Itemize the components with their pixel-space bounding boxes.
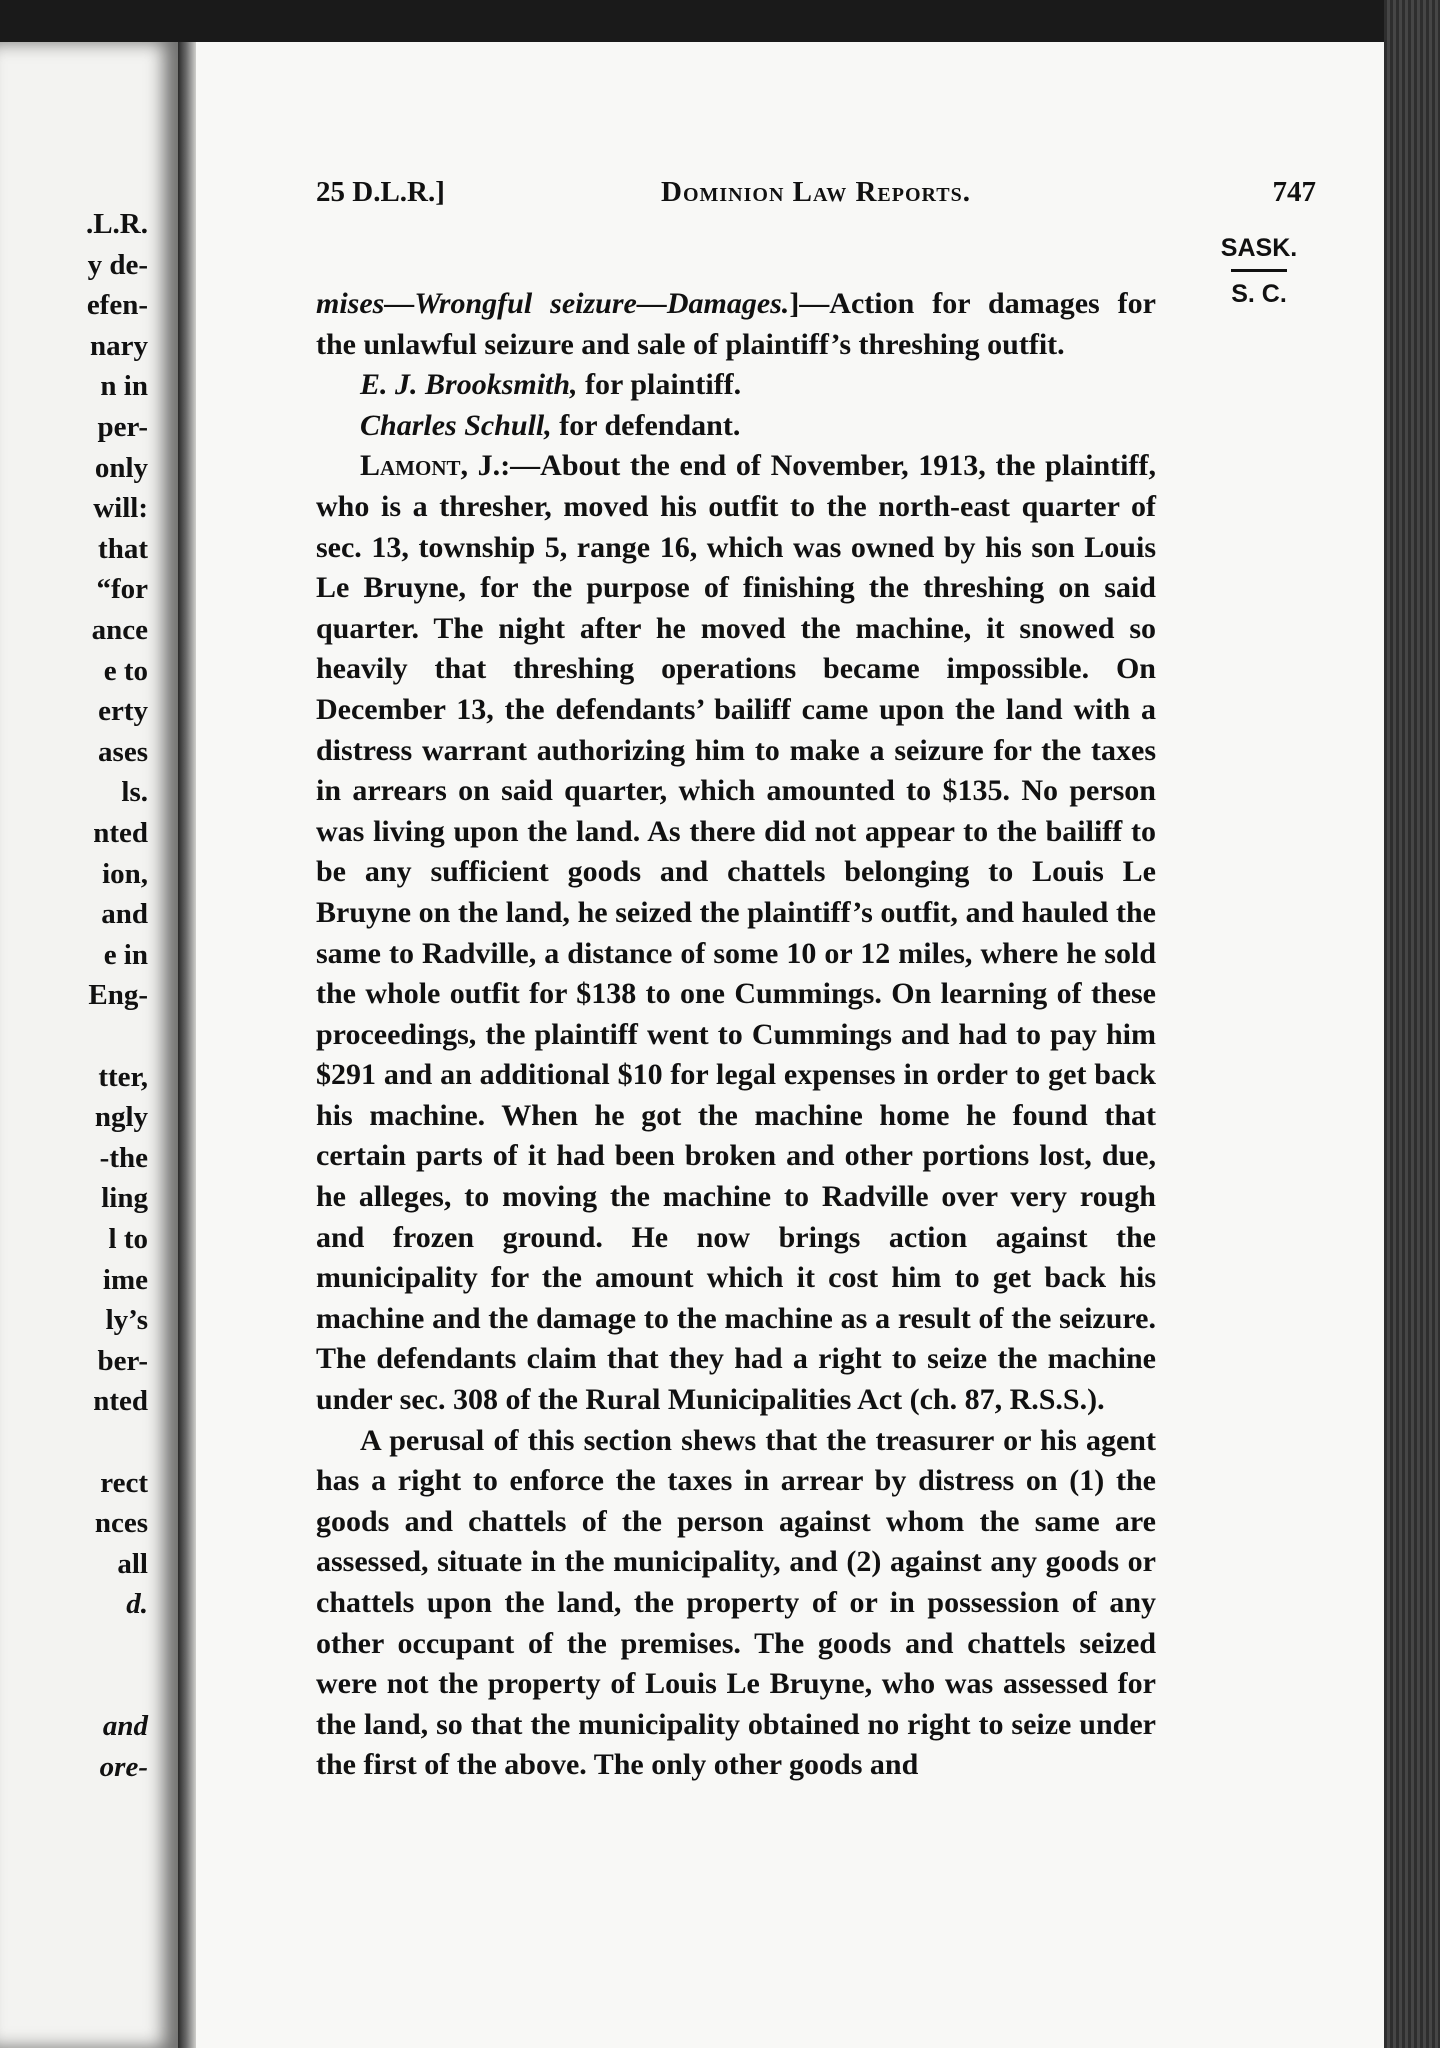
left-page-fragment: and xyxy=(101,898,148,931)
left-page-fragment: e to xyxy=(103,654,148,687)
left-page-fragment: ling xyxy=(101,1182,148,1215)
left-page-fragment: ore- xyxy=(99,1750,148,1783)
headnote-italic: mises—Wrongful seizure—Damages. xyxy=(316,287,790,320)
left-page-fragment: all xyxy=(117,1547,148,1580)
left-page-fragment: ly’s xyxy=(105,1304,148,1337)
judgment-paragraph-1 xyxy=(316,446,1156,1420)
left-page-fragment: nces xyxy=(94,1507,148,1540)
left-page-fragment: nted xyxy=(93,817,148,849)
left-page-fragment: ngly xyxy=(94,1101,148,1134)
left-page-fragment: ion, xyxy=(102,857,148,890)
left-page-fragment: n in xyxy=(100,370,148,403)
book-gutter xyxy=(178,42,196,2048)
page-title: Dominion Law Reports. xyxy=(661,176,971,208)
province-label: SASK. xyxy=(1220,234,1298,262)
left-page-fragment: will: xyxy=(93,492,148,525)
left-page-fragment: .L.R. xyxy=(85,208,148,240)
left-page-fragment: and xyxy=(102,1710,148,1743)
margin-rule xyxy=(1231,269,1287,272)
counsel-plaintiff-name: E. J. Brooksmith, xyxy=(360,368,578,402)
counsel-defendant-name: Charles Schull, xyxy=(360,408,552,442)
counsel-defendant-role: for defendant. xyxy=(551,408,741,442)
counsel-defendant xyxy=(316,406,1156,447)
left-page-fragment: nted xyxy=(93,1385,148,1418)
counsel-plaintiff xyxy=(316,365,1156,406)
left-page-fragment: Eng- xyxy=(88,979,148,1012)
margin-note xyxy=(1212,234,1306,309)
left-page-fragment: tter, xyxy=(98,1060,148,1093)
left-page-fragment: ases xyxy=(98,735,148,768)
left-page-fragment: rect xyxy=(100,1466,148,1499)
left-page-fragment: y de- xyxy=(87,248,148,281)
left-page-fragment: ance xyxy=(91,614,148,646)
paragraph-1-text: :—About the end of November, 1913, the plaintiff, who is a thresher, moved his outfit to the north-east quarter of sec. 13, township 5, range 16, which was owned by his son Louis Le Bruyne, for the purpose of finishing the threshing on said quarter. The night after he moved the machine, it snowed so heavily that threshing operations became impossible. On December 13, the defendants’ bailiff came upon the land with a distress warrant authorizing him to make a seizure for the taxes in arrears on said quarter, which amounted to $135. No person was living upon the land. As there did not appear to the bailiff to be any sufficient goods and chattels belonging to Louis Le Bruyne on the land, he seized the plaintiff’s outfit, and hauled the same to Radville, a distance of some 10 or 12 miles, where he sold the whole outfit for $138 to one Cummings. On learning of these proceedings, the plaintiff went to Cummings and had to pay him $291 and an additional $10 for legal expenses in order to get back his machine. When he got the machine home he found that certain parts of it had been broken and other portions lost, due, he alleges, to moving the machine to Radville over very rough and frozen ground. He now brings action against the municipality for the amount which it cost him to get back his machine and the damage to the machine as a result of the seizure. The defendants claim that they had a right to seize the machine under sec. 308 of the Rural Municipalities Act (ch. 87, R.S.S.). xyxy=(316,449,1156,1417)
judgment-paragraph-2: A perusal of this section shews that the treasurer or his agent has a right to enforce the taxes in arrear by distress on (1) the goods and chattels of the person against whom the same are assessed, situate in the municipality, and (2) against any goods or chattels upon the land, the property of or in possession of any other occupant of the premises. The goods and chattels seized were not the property of Louis Le Bruyne, who was assessed for the land, so that the municipality obtained no right to seize under the first of the above. The only other goods and xyxy=(316,1423,1156,1782)
left-page-fragment: ls. xyxy=(121,776,148,809)
left-page-fragment: ime xyxy=(102,1263,148,1296)
court-label: S. C. xyxy=(1231,280,1287,308)
left-page-fragment: -the xyxy=(99,1141,148,1174)
left-page-fragment: erty xyxy=(98,695,148,728)
volume-reference: 25 D.L.R.] xyxy=(316,176,445,208)
left-page xyxy=(0,42,178,2048)
left-page-fragment: per- xyxy=(97,411,148,443)
left-page-fragment: “for xyxy=(96,573,148,606)
body-text xyxy=(316,284,1156,1786)
left-page-fragment: l to xyxy=(108,1223,148,1255)
book-edge xyxy=(1384,0,1440,2048)
left-page-fragment: only xyxy=(94,451,148,484)
running-header xyxy=(316,176,1316,216)
left-page-fragment: d. xyxy=(126,1588,148,1621)
left-page-fragment: e in xyxy=(103,938,148,971)
left-page-fragment: nary xyxy=(90,329,148,362)
counsel-plaintiff-role: for plaintiff. xyxy=(577,368,742,402)
headnote xyxy=(316,284,1156,365)
left-page-fragment: efen- xyxy=(86,289,148,322)
headnote-rest: ]—Action for damages for the unlawful seizure and sale of plaintiff’s threshing outfit. xyxy=(316,287,1156,361)
right-page xyxy=(196,42,1384,2048)
left-page-fragment: ber- xyxy=(97,1344,148,1377)
page-number: 747 xyxy=(1272,176,1316,208)
left-page-fragment: that xyxy=(98,532,148,565)
judge-name: Lamont, J. xyxy=(360,449,501,483)
